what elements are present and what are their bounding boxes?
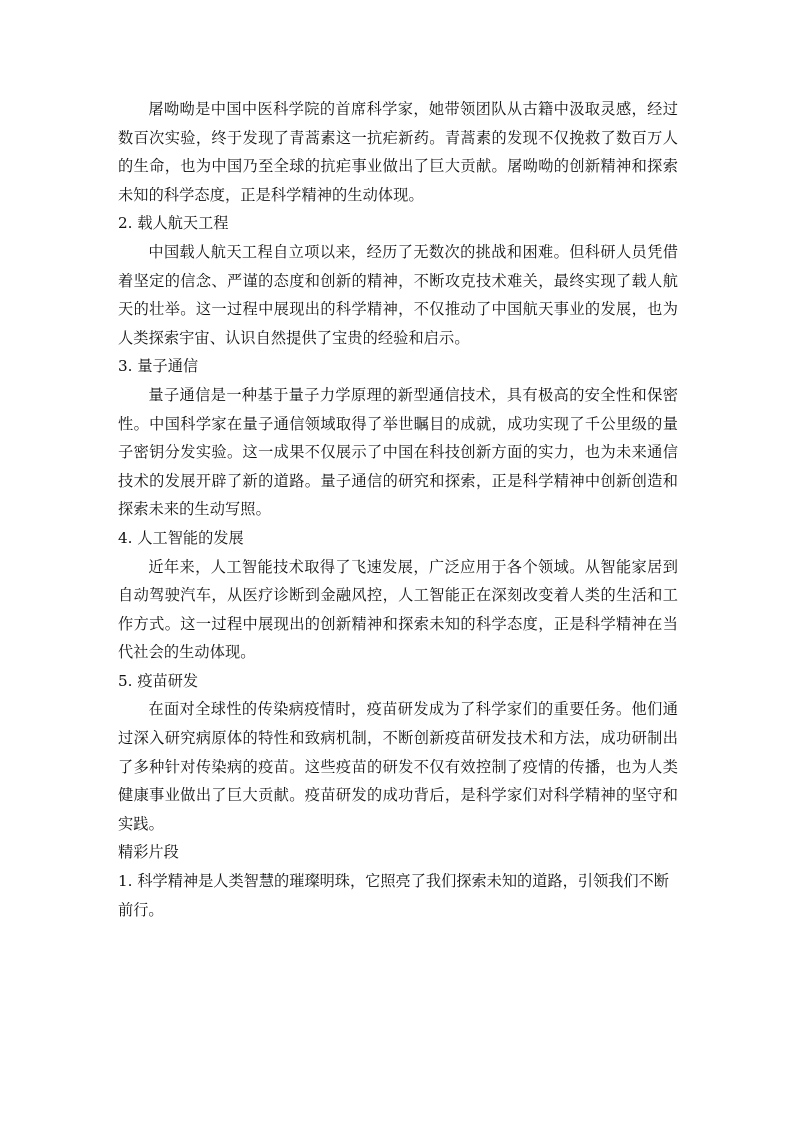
section-heading-manned-spaceflight: 2. 载人航天工程 [118, 214, 229, 233]
paragraph-tu-youyou: 屠呦呦是中国中医科学院的首席科学家，她带领团队从古籍中汲取灵感，经过数百次实验，终于发现了青蒿素这一抗疟新药。青蒿素的发现不仅挽救了数百万人的生命，也为中国乃至全球的抗疟事业做出了巨大贡献。屠呦呦的创新精神和探索未知的科学态度，正是科学精神的生动体现。 [118, 100, 678, 204]
paragraph-quantum-communication: 量子通信是一种基于量子力学原理的新型通信技术，具有极高的安全性和保密性。中国科学家在量子通信领域取得了举世瞩目的成就，成功实现了千公里级的量子密钥分发实验。这一成果不仅展示了中国在科技创新方面的实力，也为未来通信技术的发展开辟了新的道路。量子通信的研究和探索，正是科学精神中创新创造和探索未来的生动写照。 [118, 385, 678, 519]
document-page [118, 95, 678, 924]
paragraph-vaccine-development: 在面对全球性的传染病疫情时，疫苗研发成为了科学家们的重要任务。他们通过深入研究病原体的特性和致病机制，不断创新疫苗研发技术和方法，成功研制出了多种针对传染病的疫苗。这些疫苗的研发不仅有效控制了疫情的传播，也为人类健康事业做出了巨大贡献。疫苗研发的成功背后，是科学家们对科学精神的坚守和实践。 [118, 700, 678, 833]
section-heading-vaccine-development: 5. 疫苗研发 [118, 671, 199, 690]
highlight-item-1: 1. 科学精神是人类智慧的璀璨明珠，它照亮了我们探索未知的道路，引领我们不断前行。 [118, 872, 669, 919]
section-heading-highlights: 精彩片段 [118, 843, 179, 862]
section-heading-quantum-communication: 3. 量子通信 [118, 357, 199, 376]
paragraph-artificial-intelligence: 近年来，人工智能技术取得了飞速发展，广泛应用于各个领域。从智能家居到自动驾驶汽车，从医疗诊断到金融风控，人工智能正在深刻改变着人类的生活和工作方式。这一过程中展现出的创新精神和探索未知的科学态度，正是科学精神在当代社会的生动体现。 [118, 557, 678, 662]
paragraph-manned-spaceflight: 中国载人航天工程自立项以来，经历了无数次的挑战和困难。但科研人员凭借着坚定的信念、严谨的态度和创新的精神，不断攻克技术难关，最终实现了载人航天的壮举。这一过程中展现出的科学精神，不仅推动了中国航天事业的发展，也为人类探索宇宙、认识自然提供了宝贵的经验和启示。 [118, 242, 678, 347]
section-heading-artificial-intelligence: 4. 人工智能的发展 [118, 528, 244, 547]
